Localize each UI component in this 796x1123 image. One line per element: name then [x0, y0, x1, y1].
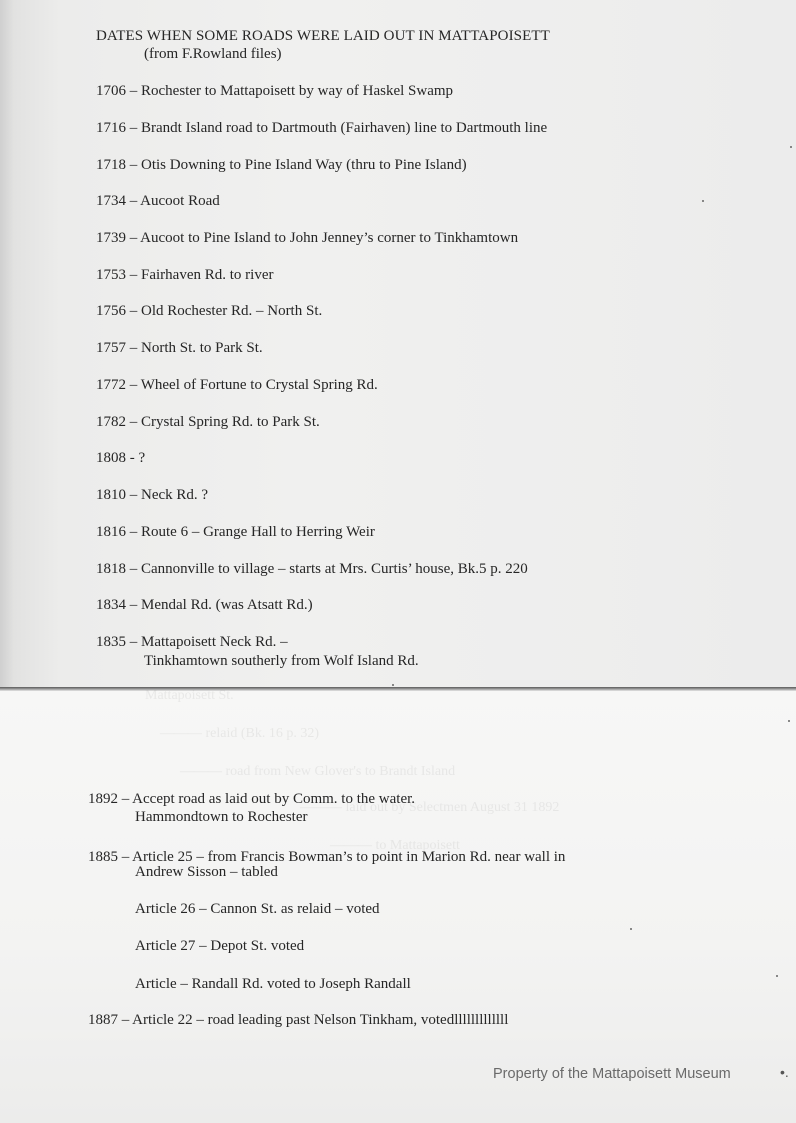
scan-speck — [788, 720, 790, 722]
scan-speck — [702, 200, 704, 202]
corner-mark: •. — [780, 1064, 789, 1080]
entry-1734: 1734 – Aucoot Road — [96, 193, 220, 209]
entry-1885-continuation: Andrew Sisson – tabled — [135, 864, 278, 880]
lower-sheet — [0, 691, 796, 1123]
show-through-text: ——— relaid (Bk. 16 p. 32) — [160, 726, 320, 741]
entry-1834: 1834 – Mendal Rd. (was Atsatt Rd.) — [96, 597, 313, 613]
entry-1810: 1810 – Neck Rd. ? — [96, 487, 209, 503]
museum-watermark: Property of the Mattapoisett Museum — [493, 1066, 731, 1082]
entry-1816: 1816 – Route 6 – Grange Hall to Herring Weir — [96, 524, 375, 540]
document-source: (from F.Rowland files) — [144, 46, 282, 62]
entry-1772: 1772 – Wheel of Fortune to Crystal Spring Rd. — [96, 377, 378, 393]
show-through-text: ——— to Mattapoisett — [330, 838, 460, 853]
entry-1716: 1716 – Brandt Island road to Dartmouth (Fairhaven) line to Dartmouth line — [96, 120, 548, 136]
entry-1892: 1892 – Accept road as laid out by Comm. to the water. — [88, 791, 416, 807]
show-through-text: ——— road from New Glover's to Brandt Island — [180, 764, 456, 779]
entry-1887: 1887 – Article 22 – road leading past Nelson Tinkham, votedlllllllllllll — [88, 1012, 509, 1028]
entry-1818: 1818 – Cannonville to village – starts at Mrs. Curtis’ house, Bk.5 p. 220 — [96, 561, 528, 577]
entry-1892-continuation: Hammondtown to Rochester — [135, 809, 308, 825]
entry-article-26: Article 26 – Cannon St. as relaid – voted — [135, 901, 380, 917]
entry-1757: 1757 – North St. to Park St. — [96, 340, 263, 356]
entry-1835: 1835 – Mattapoisett Neck Rd. – — [96, 634, 288, 650]
entry-1706: 1706 – Rochester to Mattapoisett by way of Haskel Swamp — [96, 83, 454, 99]
entry-1782: 1782 – Crystal Spring Rd. to Park St. — [96, 414, 320, 430]
entry-1718: 1718 – Otis Downing to Pine Island Way (thru to Pine Island) — [96, 157, 467, 173]
scan-speck — [776, 975, 778, 977]
entry-1835-continuation: Tinkhamtown southerly from Wolf Island Rd. — [144, 653, 419, 669]
entry-1739: 1739 – Aucoot to Pine Island to John Jenney’s corner to Tinkhamtown — [96, 230, 519, 246]
show-through-text: ——— laid out by Selectmen August 31 1892 — [300, 800, 560, 815]
entry-1753: 1753 – Fairhaven Rd. to river — [96, 267, 274, 283]
entry-article-randall: Article – Randall Rd. voted to Joseph Randall — [135, 976, 411, 992]
document-title: DATES WHEN SOME ROADS WERE LAID OUT IN MATTAPOISETT — [96, 28, 550, 44]
entry-1756: 1756 – Old Rochester Rd. – North St. — [96, 303, 323, 319]
scan-speck — [392, 684, 394, 686]
entry-article-27: Article 27 – Depot St. voted — [135, 938, 305, 954]
show-through-text: Mattapoisett St. — [145, 688, 234, 703]
entry-1885: 1885 – Article 25 – from Francis Bowman’s to point in Marion Rd. near wall in — [88, 849, 566, 865]
scan-speck — [790, 146, 792, 148]
entry-1808: 1808 - ? — [96, 450, 146, 466]
scan-speck — [630, 928, 632, 930]
